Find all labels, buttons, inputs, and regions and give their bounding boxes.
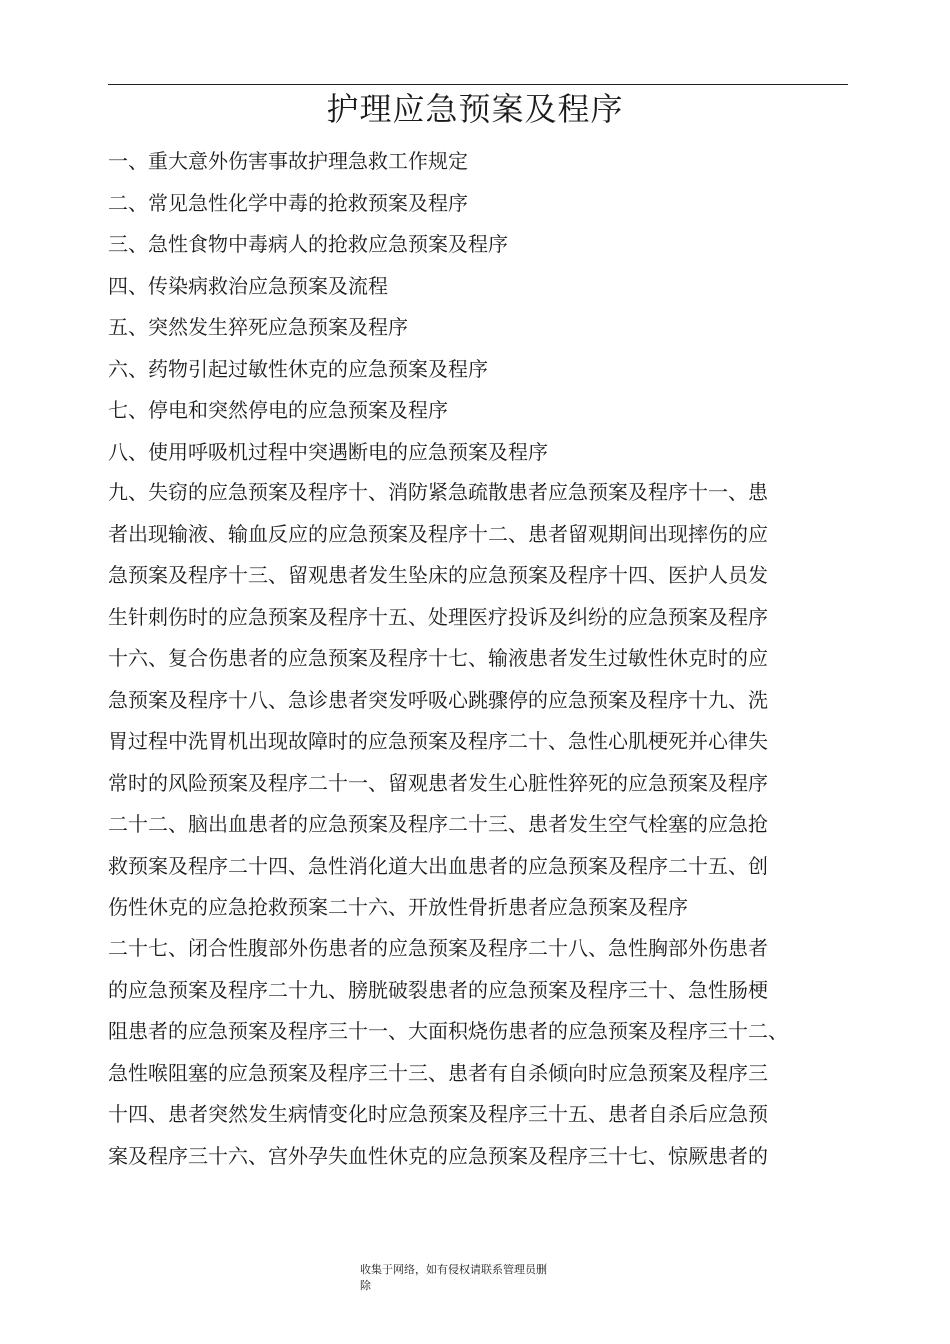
toc-item: 二、常见急性化学中毒的抢救预案及程序 bbox=[108, 190, 468, 215]
paragraph-line: 急预案及程序十八、急诊患者突发呼吸心跳骤停的应急预案及程序十九、洗 bbox=[108, 687, 768, 712]
paragraph-line: 急预案及程序十三、留观患者发生坠床的应急预案及程序十四、医护人员发 bbox=[108, 563, 768, 587]
paragraph-line: 十四、患者突然发生病情变化时应急预案及程序三十五、患者自杀后应急预 bbox=[108, 1102, 768, 1126]
document-title: 护理应急预案及程序 bbox=[326, 90, 624, 128]
paragraph-line: 生针刺伤时的应急预案及程序十五、处理医疗投诉及纠纷的应急预案及程序 bbox=[108, 604, 768, 629]
body-paragraph-1 bbox=[108, 472, 848, 929]
paragraph-line: 胃过程中洗胃机出现故障时的应急预案及程序二十、急性心肌梗死并心律失 bbox=[108, 729, 768, 753]
toc-list bbox=[108, 141, 848, 473]
footer-notice-line: 除 bbox=[360, 1279, 371, 1292]
toc-item: 四、传染病救治应急预案及流程 bbox=[108, 273, 388, 298]
paragraph-line: 十六、复合伤患者的应急预案及程序十七、输液患者发生过敏性休克时的应 bbox=[108, 646, 768, 670]
footer-notice-line: 收集于网络，如有侵权请联系管理员删 bbox=[360, 1263, 547, 1276]
paragraph-line: 案及程序三十六、宫外孕失血性休克的应急预案及程序三十七、惊厥患者的 bbox=[108, 1143, 768, 1168]
paragraph-line: 急性喉阻塞的应急预案及程序三十三、患者有自杀倾向时应急预案及程序三 bbox=[108, 1060, 768, 1085]
paragraph-line: 二十七、闭合性腹部外伤患者的应急预案及程序二十八、急性胸部外伤患者 bbox=[108, 936, 768, 960]
paragraph-line: 阻患者的应急预案及程序三十一、大面积烧伤患者的应急预案及程序三十二、 bbox=[108, 1019, 788, 1043]
toc-item: 三、急性食物中毒病人的抢救应急预案及程序 bbox=[108, 232, 508, 256]
body-paragraph-2 bbox=[108, 928, 848, 1177]
paragraph-line: 者出现输液、输血反应的应急预案及程序十二、患者留观期间出现摔伤的应 bbox=[108, 521, 768, 546]
header-rule bbox=[108, 84, 848, 85]
paragraph-line: 救预案及程序二十四、急性消化道大出血患者的应急预案及程序二十五、创 bbox=[108, 853, 768, 878]
page-footer bbox=[360, 1262, 600, 1294]
paragraph-line: 的应急预案及程序二十九、膀胱破裂患者的应急预案及程序三十、急性肠梗 bbox=[108, 977, 768, 1002]
paragraph-line: 二十二、脑出血患者的应急预案及程序二十三、患者发生空气栓塞的应急抢 bbox=[108, 812, 768, 836]
toc-item: 六、药物引起过敏性休克的应急预案及程序 bbox=[108, 356, 488, 381]
toc-item: 八、使用呼吸机过程中突遇断电的应急预案及程序 bbox=[108, 439, 548, 464]
toc-item: 五、突然发生猝死应急预案及程序 bbox=[108, 315, 408, 339]
paragraph-line: 伤性休克的应急抢救预案二十六、开放性骨折患者应急预案及程序 bbox=[108, 895, 688, 919]
paragraph-line: 九、失窃的应急预案及程序十、消防紧急疏散患者应急预案及程序十一、患 bbox=[108, 480, 768, 504]
toc-item: 一、重大意外伤害事故护理急救工作规定 bbox=[108, 149, 468, 173]
toc-item: 七、停电和突然停电的应急预案及程序 bbox=[108, 398, 448, 422]
paragraph-line: 常时的风险预案及程序二十一、留观患者发生心脏性猝死的应急预案及程序 bbox=[108, 770, 768, 795]
